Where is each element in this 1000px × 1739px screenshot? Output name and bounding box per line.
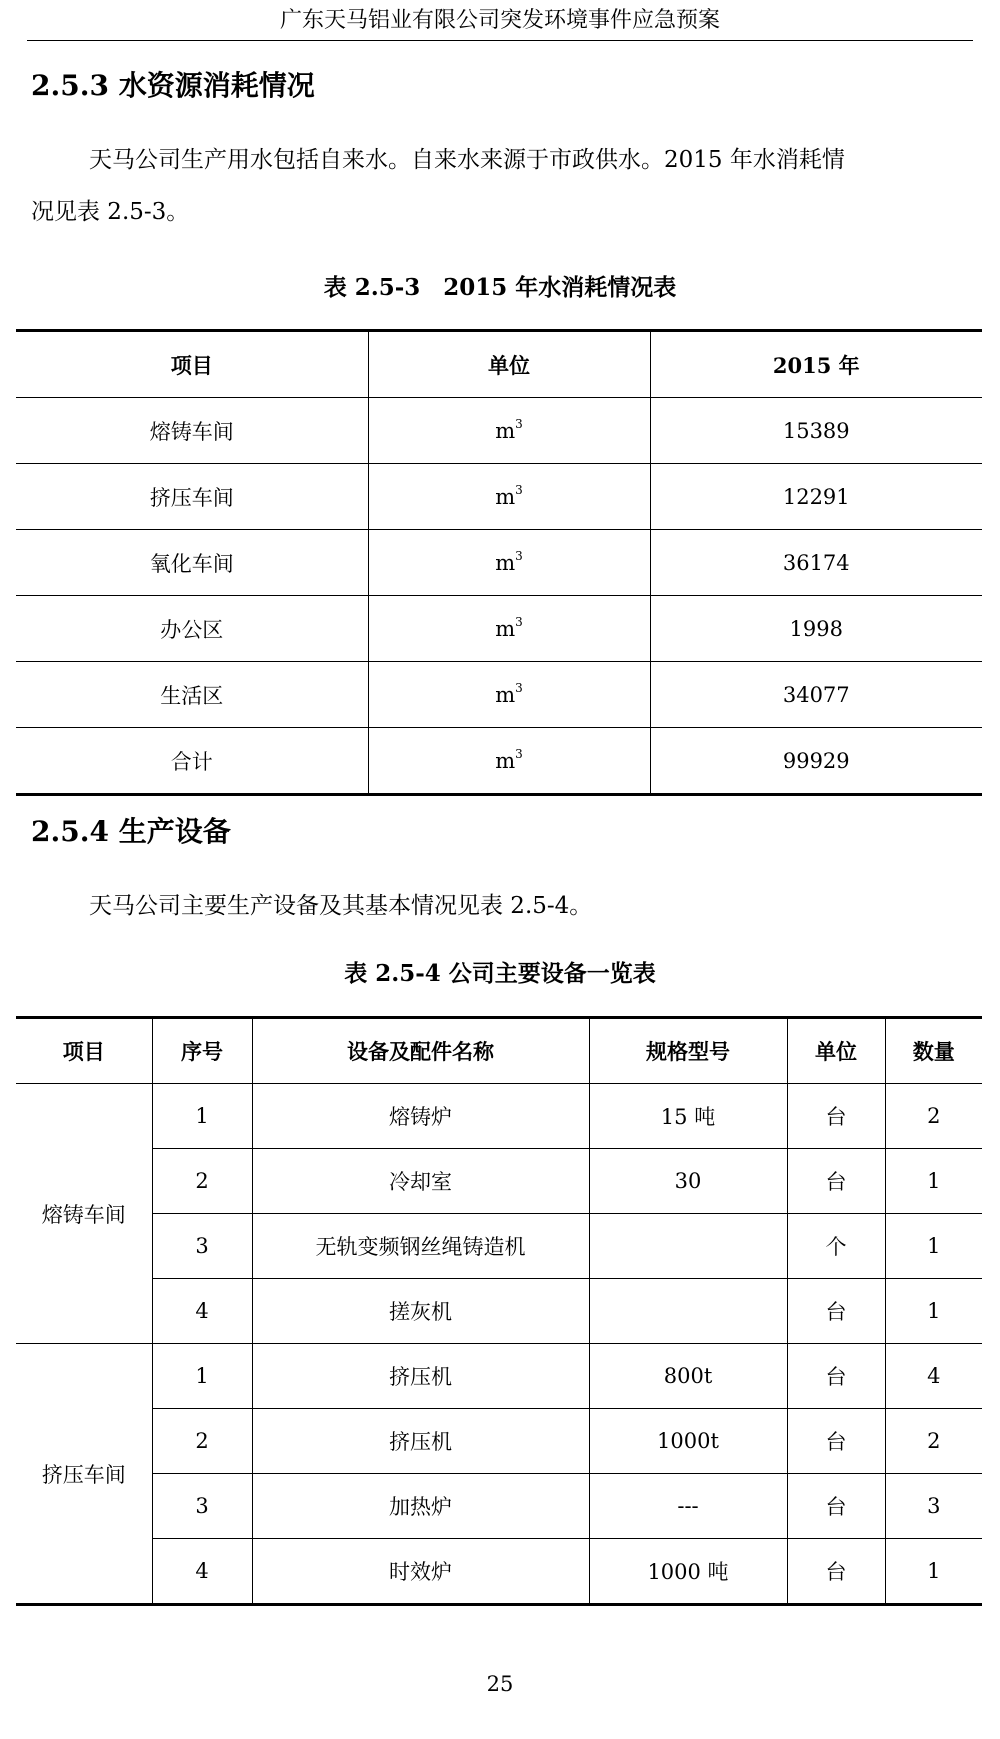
cell-qty: 1 <box>885 1539 982 1605</box>
unit-exponent: 3 <box>515 680 523 695</box>
unit-base: m <box>495 484 516 509</box>
cell-no: 4 <box>152 1539 252 1605</box>
column-header: 项目 <box>170 352 213 378</box>
table-row <box>16 398 982 464</box>
cell-item: 生活区 <box>16 662 368 728</box>
cell-item: 氧化车间 <box>16 530 368 596</box>
cell-unit: 台 <box>787 1084 885 1149</box>
cell-value: 15389 <box>650 398 982 464</box>
cell-unit: 个 <box>787 1214 885 1279</box>
cell-unit <box>368 596 650 662</box>
unit-exponent: 3 <box>515 548 523 563</box>
unit-base: m <box>495 748 516 773</box>
cell-spec: 1000 吨 <box>589 1539 787 1605</box>
cell-no: 3 <box>152 1214 252 1279</box>
cell-no: 1 <box>152 1344 252 1409</box>
table-row <box>16 1474 982 1539</box>
cell-value: 12291 <box>650 464 982 530</box>
cell-value: 36174 <box>650 530 982 596</box>
table-header-row <box>16 331 982 398</box>
cell-spec: 1000t <box>589 1409 787 1474</box>
paragraph-line: 况见表 2.5-3。 <box>31 199 190 225</box>
table-row <box>16 662 982 728</box>
unit-base: m <box>495 418 516 443</box>
cell-name: 加热炉 <box>252 1474 589 1539</box>
cell-unit: 台 <box>787 1409 885 1474</box>
cell-unit <box>368 530 650 596</box>
table-row <box>16 1539 982 1605</box>
column-header: 规格型号 <box>589 1018 787 1084</box>
cell-item: 合计 <box>16 728 368 795</box>
table-caption-2-5-3: 表 2.5-3 2015 年水消耗情况表 <box>323 274 677 301</box>
table-row <box>16 1149 982 1214</box>
paragraph-text: 天马公司主要生产设备及其基本情况见表 2.5-4。 <box>89 893 593 919</box>
cell-name: 挤压机 <box>252 1409 589 1474</box>
cell-spec: 30 <box>589 1149 787 1214</box>
paragraph-water-source <box>31 134 971 238</box>
table-row <box>16 596 982 662</box>
cell-no: 2 <box>152 1409 252 1474</box>
cell-name: 无轨变频钢丝绳铸造机 <box>252 1214 589 1279</box>
table-row <box>16 1084 982 1149</box>
section-title-2-5-3: 2.5.3 水资源消耗情况 <box>31 69 315 102</box>
unit-base: m <box>495 550 516 575</box>
page-header: 广东天马铝业有限公司突发环境事件应急预案 <box>27 0 973 41</box>
table-row <box>16 464 982 530</box>
table-row <box>16 530 982 596</box>
page-number: 25 <box>486 1672 514 1696</box>
equipment-table <box>16 1016 982 1606</box>
cell-name: 挤压机 <box>252 1344 589 1409</box>
column-header: 单位 <box>368 331 650 398</box>
cell-qty: 1 <box>885 1279 982 1344</box>
cell-unit <box>368 398 650 464</box>
paragraph-text: 天马公司生产用水包括自来水。自来水来源于市政供水。2015 年水消耗情 <box>89 147 845 173</box>
cell-qty: 2 <box>885 1084 982 1149</box>
cell-unit: 台 <box>787 1279 885 1344</box>
cell-item: 办公区 <box>16 596 368 662</box>
cell-name: 熔铸炉 <box>252 1084 589 1149</box>
cell-value: 99929 <box>650 728 982 795</box>
column-header: 数量 <box>885 1018 982 1084</box>
cell-qty: 3 <box>885 1474 982 1539</box>
cell-unit <box>368 464 650 530</box>
unit-exponent: 3 <box>515 614 523 629</box>
table-row <box>16 1279 982 1344</box>
cell-unit <box>368 662 650 728</box>
cell-no: 4 <box>152 1279 252 1344</box>
column-header: 设备及配件名称 <box>252 1018 589 1084</box>
cell-no: 1 <box>152 1084 252 1149</box>
cell-item: 熔铸车间 <box>16 398 368 464</box>
section-title-2-5-4: 2.5.4 生产设备 <box>31 815 231 848</box>
unit-exponent: 3 <box>515 482 523 497</box>
water-consumption-table <box>16 329 982 796</box>
cell-qty: 1 <box>885 1214 982 1279</box>
column-header: 项目 <box>62 1039 105 1064</box>
cell-name: 时效炉 <box>252 1539 589 1605</box>
column-header: 序号 <box>152 1018 252 1084</box>
cell-no: 3 <box>152 1474 252 1539</box>
cell-spec: 800t <box>589 1344 787 1409</box>
paragraph-line <box>31 880 971 932</box>
cell-unit: 台 <box>787 1474 885 1539</box>
unit-base: m <box>495 682 516 707</box>
unit-base: m <box>495 616 516 641</box>
table-header-row <box>16 1018 982 1084</box>
cell-name: 搓灰机 <box>252 1279 589 1344</box>
unit-exponent: 3 <box>515 416 523 431</box>
cell-qty: 2 <box>885 1409 982 1474</box>
unit-exponent: 3 <box>515 746 523 761</box>
table-row <box>16 1214 982 1279</box>
column-header: 2015 年 <box>650 331 982 398</box>
cell-spec: 15 吨 <box>589 1084 787 1149</box>
cell-no: 2 <box>152 1149 252 1214</box>
cell-qty: 4 <box>885 1344 982 1409</box>
table-row <box>16 1409 982 1474</box>
cell-item: 挤压车间 <box>16 464 368 530</box>
table-row <box>16 728 982 795</box>
table-row <box>16 1344 982 1409</box>
cell-unit <box>368 728 650 795</box>
cell-spec: --- <box>589 1474 787 1539</box>
cell-value: 34077 <box>650 662 982 728</box>
cell-value: 1998 <box>650 596 982 662</box>
cell-unit: 台 <box>787 1539 885 1605</box>
cell-spec <box>589 1214 787 1279</box>
column-header: 单位 <box>787 1018 885 1084</box>
cell-qty: 1 <box>885 1149 982 1214</box>
cell-group: 熔铸车间 <box>16 1084 152 1344</box>
paragraph-equipment <box>31 880 971 932</box>
cell-name: 冷却室 <box>252 1149 589 1214</box>
table-caption-2-5-4: 表 2.5-4 公司主要设备一览表 <box>344 960 656 987</box>
cell-group: 挤压车间 <box>16 1344 152 1605</box>
cell-unit: 台 <box>787 1344 885 1409</box>
paragraph-line <box>31 134 971 186</box>
cell-spec <box>589 1279 787 1344</box>
cell-unit: 台 <box>787 1149 885 1214</box>
